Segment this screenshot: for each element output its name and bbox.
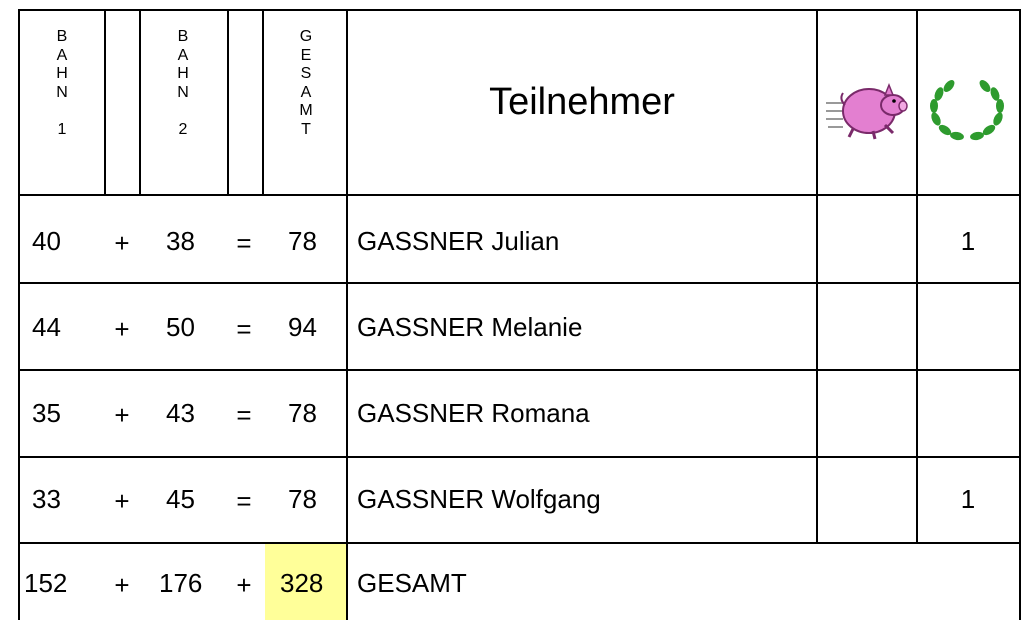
bahn1-score: 35: [32, 398, 61, 428]
sum-bahn2: 176: [159, 568, 203, 598]
plus-sign: +: [114, 314, 130, 344]
bahn2-score: 45: [166, 484, 195, 514]
bahn2-score: 50: [166, 312, 195, 342]
grand-total: 328: [280, 568, 324, 598]
sum-bahn1: 152: [24, 568, 68, 598]
laurel-count: 1: [960, 484, 976, 514]
header-teilnehmer: Teilnehmer: [489, 81, 675, 123]
plus-sign: +: [114, 400, 130, 430]
bahn2-score: 43: [166, 398, 195, 428]
participant-name: GASSNER Wolfgang: [357, 484, 601, 514]
header-bahn-1: B A H N 1: [56, 28, 68, 138]
total-score: 78: [288, 484, 317, 514]
plus-sign: +: [114, 570, 130, 600]
header-gesamt: G E S A M T: [299, 28, 313, 138]
equals-sign: =: [236, 314, 252, 344]
running-pig-icon: [823, 75, 909, 141]
participant-name: GASSNER Romana: [357, 398, 590, 428]
plus-sign: +: [114, 228, 130, 258]
summary-label: GESAMT: [357, 568, 467, 598]
equals-sign: =: [236, 486, 252, 516]
total-score: 78: [288, 398, 317, 428]
total-score: 78: [288, 226, 317, 256]
bahn1-score: 40: [32, 226, 61, 256]
bahn1-score: 44: [32, 312, 61, 342]
total-score: 94: [288, 312, 317, 342]
bahn1-score: 33: [32, 484, 61, 514]
equals-sign: =: [236, 400, 252, 430]
equals-sign: =: [236, 228, 252, 258]
laurel-count: 1: [960, 226, 976, 256]
participant-name: GASSNER Melanie: [357, 312, 583, 342]
plus-sign: +: [114, 486, 130, 516]
participant-name: GASSNER Julian: [357, 226, 560, 256]
bahn2-score: 38: [166, 226, 195, 256]
header-bahn-2: B A H N 2: [177, 28, 189, 138]
plus-sign: +: [236, 570, 252, 600]
laurel-wreath-icon: [925, 76, 1009, 144]
